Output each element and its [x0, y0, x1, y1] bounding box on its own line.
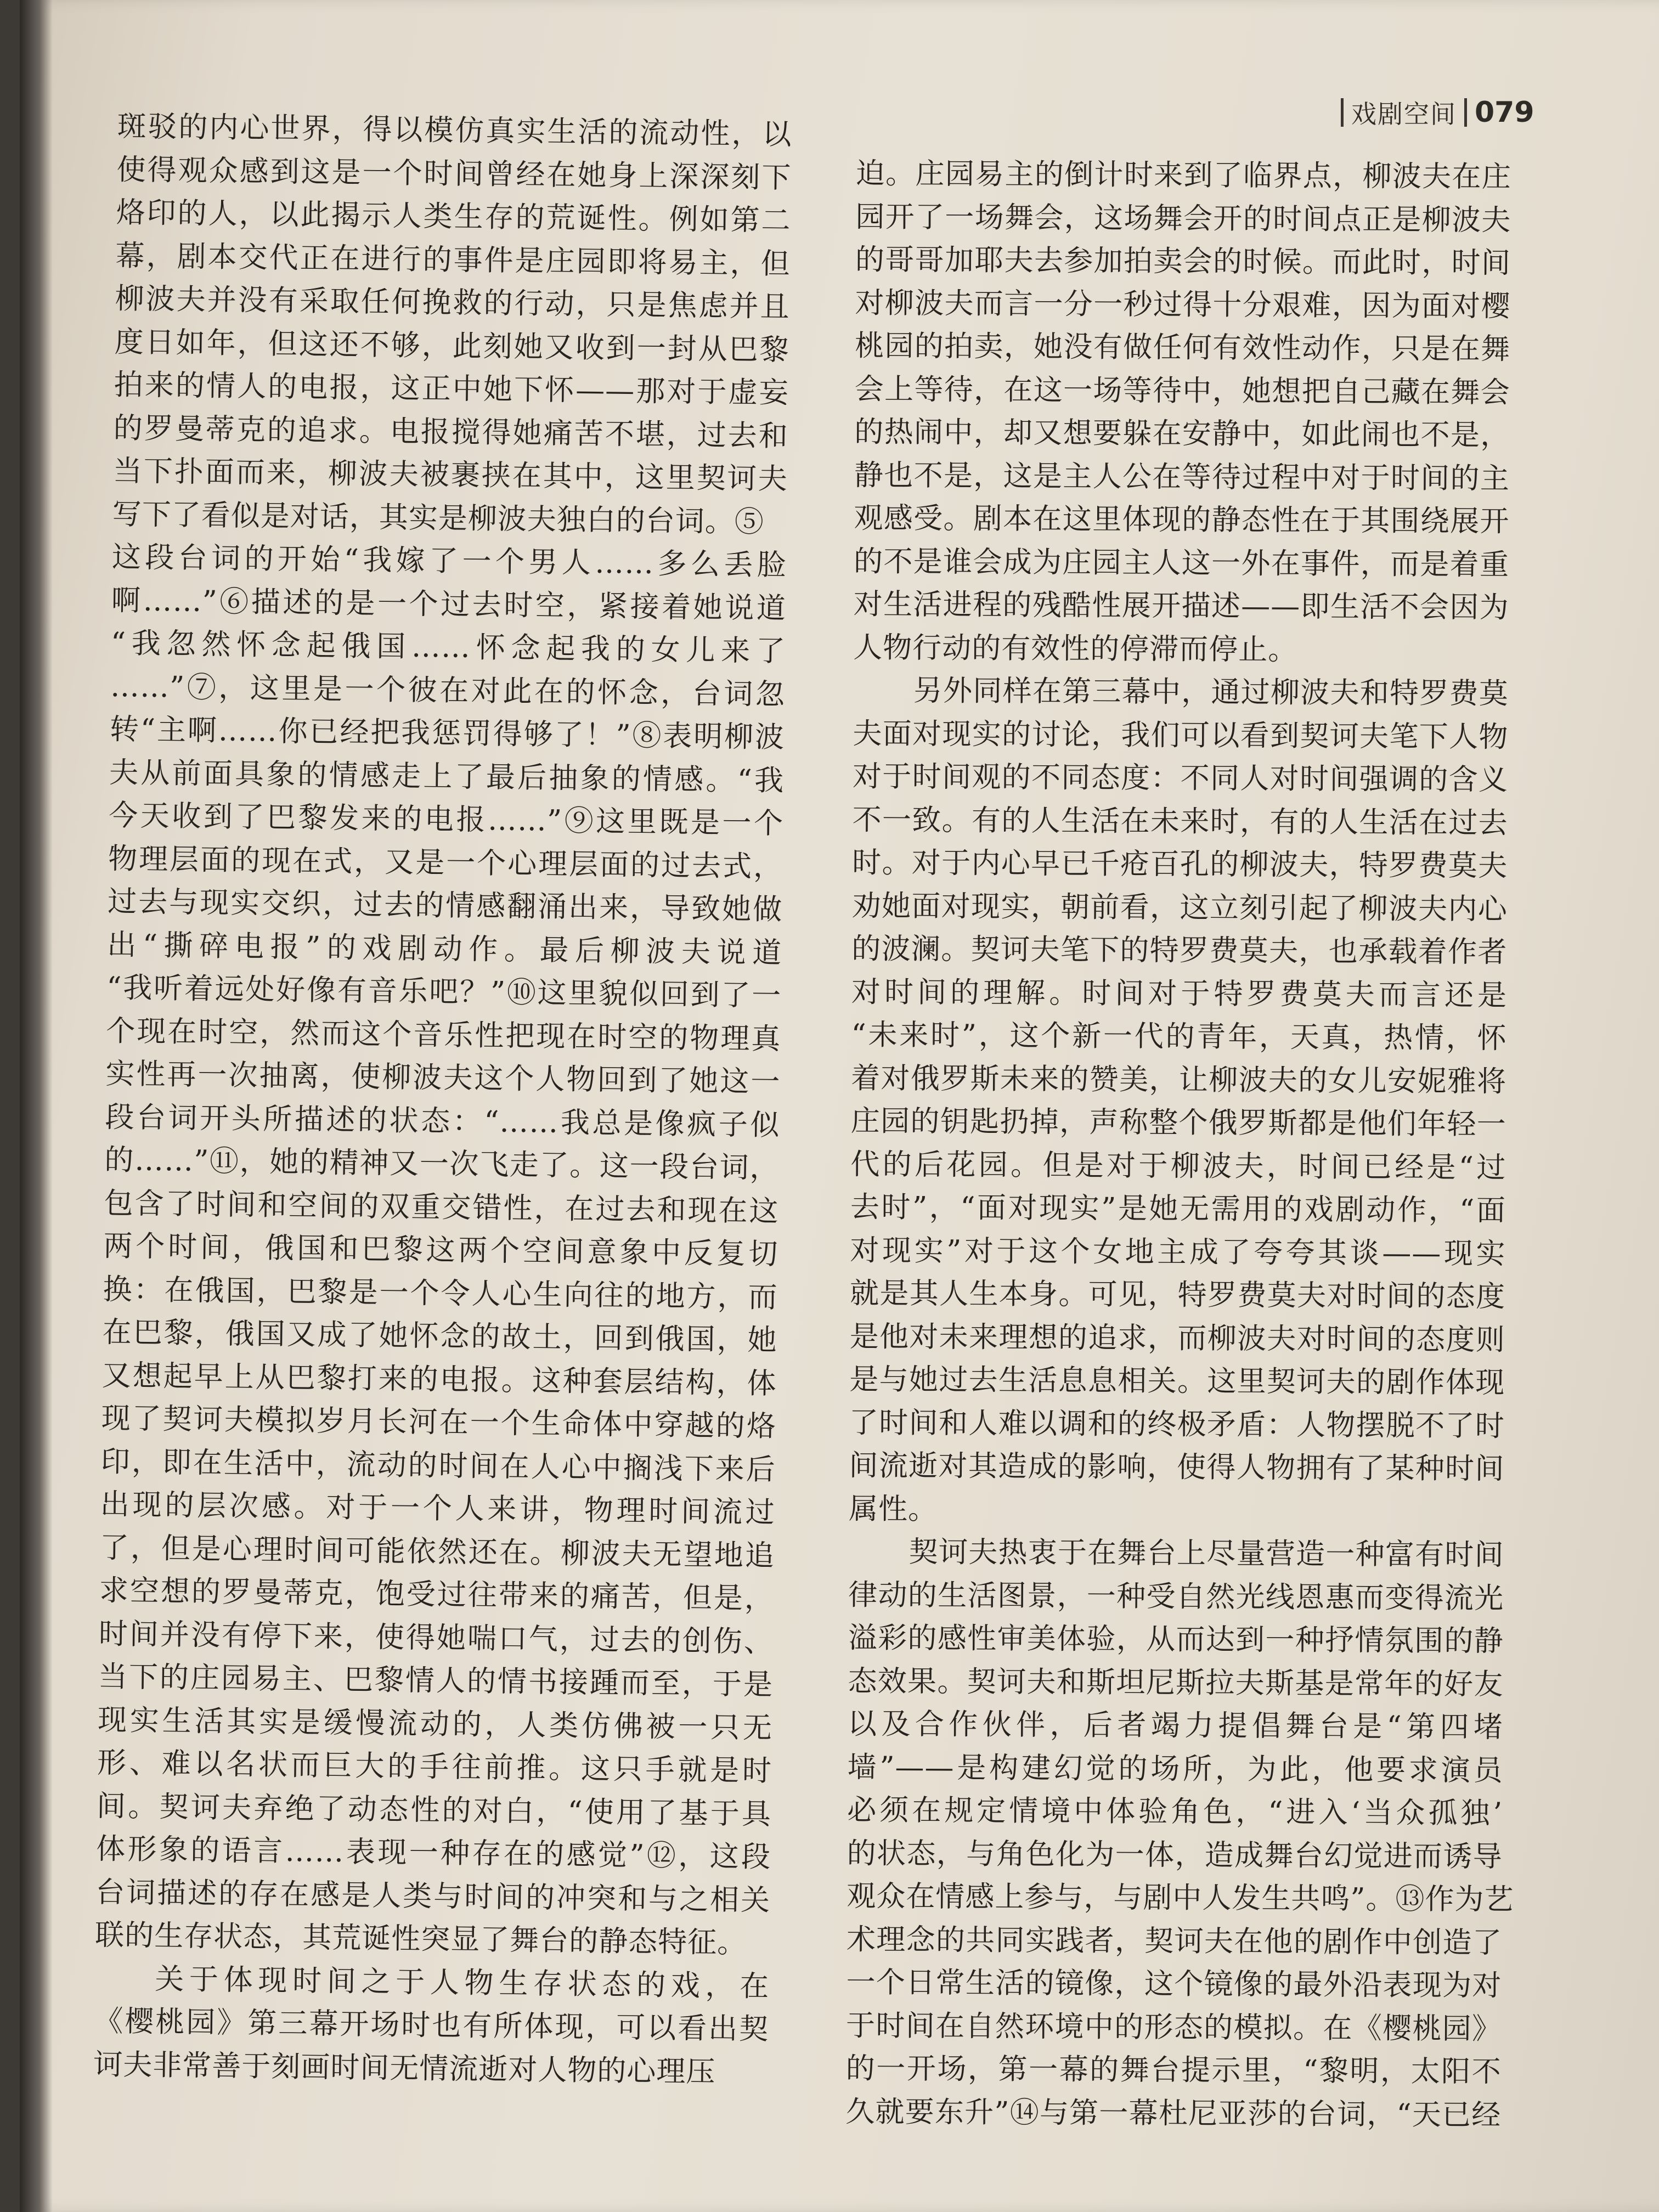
- text-line: 对柳波夫而言一分一秒过得十分艰难，因为面对樱: [855, 286, 1511, 323]
- text-line: 必须在规定情境中体验角色，“进入‘当众孤独’: [847, 1793, 1503, 1831]
- text-line: 现了契诃夫模拟岁月长河在一个生命体中穿越的烙: [101, 1401, 777, 1443]
- header-divider: [1464, 98, 1467, 127]
- text-line: 园开了一场舞会，这场舞会开的时间点正是柳波夫: [855, 200, 1511, 237]
- text-line: 契诃夫热衷于在舞台上尽量营造一种富有时间: [909, 1535, 1504, 1572]
- text-line: 于时间在自然环境中的形态的模拟。在《樱桃园》: [845, 2008, 1502, 2046]
- text-line: 了时间和人难以调和的终极矛盾：人物摆脱不了时: [849, 1406, 1505, 1443]
- text-line: 使得观众感到这是一个时间曾经在她身上深深刻下: [116, 153, 792, 195]
- text-line: 夫面对现实的讨论，我们可以看到契诃夫笔下人物: [853, 716, 1509, 754]
- text-line: 会上等待，在这一场等待中，她想把自己藏在舞会: [854, 372, 1510, 409]
- text-line: 久就要东升”⑭与第一幕杜尼亚莎的台词，“天已经: [845, 2095, 1502, 2132]
- text-line: 一个日常生活的镜像，这个镜像的最外沿表现为对: [846, 1965, 1502, 2003]
- text-line: 的热闹中，却又想要躲在安静中，如此闹也不是，: [854, 415, 1510, 453]
- running-header: [1333, 93, 1534, 132]
- text-line: ……”⑦，这里是一个彼在对此在的怀念，台词忽: [110, 669, 786, 712]
- text-line: 联的生存状态，其荒诞性突显了舞台的静态特征。: [94, 1918, 747, 1960]
- text-line: 的罗曼蒂克的追求。电报搅得她痛苦不堪，过去和: [113, 411, 789, 453]
- text-line: 又想起早上从巴黎打来的电报。这种套层结构，体: [101, 1358, 777, 1401]
- text-line: 的不是谁会成为庄园主人这一外在事件，而是着重: [853, 544, 1510, 582]
- text-line: 代的后花园。但是对于柳波夫，时间已经是“过: [850, 1147, 1506, 1184]
- text-line: 对生活进程的残酷性展开描述——即生活不会因为: [853, 587, 1509, 625]
- text-line: 诃夫非常善于刻画时间无情流逝对人物的心理压: [93, 2047, 716, 2089]
- text-line: 求空想的罗曼蒂克，饱受过往带来的痛苦，但是，: [99, 1573, 775, 1616]
- text-line: 的一开场，第一幕的舞台提示里，“黎明，太阳不: [845, 2051, 1502, 2089]
- text-line: 就是其人生本身。可见，特罗费莫夫对时间的态度: [849, 1276, 1506, 1314]
- text-line: 是与她过去生活息息相关。这里契诃夫的剧作体现: [849, 1362, 1505, 1400]
- text-line: 劝她面对现实，朝前看，这立刻引起了柳波夫内心: [851, 889, 1508, 926]
- text-line: 对于时间观的不同态度：不同人对时间强调的含义: [852, 759, 1509, 797]
- text-line: 时间并没有停下来，使得她喘口气，过去的创伤、: [98, 1617, 774, 1659]
- text-line: 律动的生活图景，一种受自然光线恩惠而变得流光: [848, 1578, 1504, 1615]
- text-line: 术理念的共同实践者，契诃夫在他的剧作中创造了: [846, 1922, 1503, 1960]
- header-divider: [1341, 98, 1344, 127]
- text-line: 静也不是，这是主人公在等待过程中对于时间的主: [854, 458, 1510, 495]
- text-line: 当下的庄园易主、巴黎情人的情书接踵而至，于是: [98, 1660, 774, 1702]
- text-line: 段台词开头所描述的状态：“……我总是像疯子似: [105, 1100, 780, 1142]
- text-line: 对现实”对于这个女地主成了夸夸其谈——现实: [850, 1233, 1506, 1271]
- page-number: 079: [1475, 96, 1534, 129]
- text-line: 柳波夫并没有采取任何挽救的行动，只是焦虑并且: [115, 281, 790, 324]
- text-line: 墙”——是构建幻觉的场所，为此，他要求演员: [847, 1750, 1503, 1787]
- text-line: 人物行动的有效性的停滞而停止。: [853, 630, 1298, 667]
- text-line: 度日如年，但这还不够，此刻她又收到一封从巴黎: [114, 325, 790, 367]
- text-line: 在巴黎，俄国又成了她怀念的故土，回到俄国，她: [102, 1315, 777, 1357]
- text-line: “我忽然怀念起俄国……怀念起我的女儿来了: [110, 626, 786, 668]
- text-line: 过去与现实交织，过去的情感翻涌出来，导致她做: [107, 884, 783, 927]
- text-line: 包含了时间和空间的双重交错性，在过去和现在这: [104, 1186, 779, 1228]
- text-line: 以及合作伙伴，后者竭力提倡舞台是“第四堵: [847, 1707, 1504, 1745]
- text-line: “我听着远处好像有音乐吧？”⑩这里貌似回到了一: [106, 970, 782, 1013]
- header-section-title: 戏剧空间: [1351, 99, 1457, 129]
- text-line: 啊……”⑥描述的是一个过去时空，紧接着她说道: [111, 583, 787, 625]
- text-line: 台词描述的存在感是人类与时间的冲突和与之相关: [95, 1875, 771, 1917]
- text-line: 这段台词的开始“我嫁了一个男人……多么丢脸: [111, 540, 787, 582]
- text-line: 间。契诃夫弃绝了动态性的对白，“使用了基于具: [96, 1789, 772, 1831]
- text-line: 夫从前面具象的情感走上了最后抽象的情感。“我: [109, 755, 785, 798]
- text-line: “未来时”，这个新一代的青年，天真，热情，怀: [851, 1018, 1507, 1056]
- text-line: 转“主啊……你已经把我惩罚得够了！”⑧表明柳波: [109, 712, 785, 754]
- text-line: 着对俄罗斯未来的赞美，让柳波夫的女儿安妮雅将: [851, 1061, 1507, 1098]
- text-line: 属性。: [848, 1492, 938, 1526]
- text-line: 印，即在生活中，流动的时间在人心中搁浅下来后: [100, 1444, 776, 1487]
- text-line: 态效果。契诃夫和斯坦尼斯拉夫斯基是常年的好友: [848, 1664, 1504, 1701]
- text-line: 的哥哥加耶夫去参加拍卖会的时候。而此时，时间: [855, 242, 1511, 280]
- text-line: 实性再一次抽离，使柳波夫这个人物回到了她这一: [105, 1057, 781, 1099]
- text-line: 去时”，“面对现实”是她无需用的戏剧动作，“面: [850, 1190, 1506, 1228]
- text-line: 体形象的语言……表现一种存在的感觉”⑫，这段: [95, 1832, 771, 1874]
- right-text-column: [845, 153, 1514, 2137]
- text-line: 间流逝对其造成的影响，使得人物拥有了某种时间: [849, 1448, 1505, 1486]
- text-line: 拍来的情人的电报，这正中她下怀——那对于虚妄: [114, 368, 789, 410]
- left-text-column: [93, 105, 792, 2095]
- text-line: 关于体现时间之于人物生存状态的戏，在: [154, 1962, 770, 2004]
- text-line: 现实生活其实是缓慢流动的，人类仿佛被一只无: [97, 1703, 773, 1745]
- text-line: 两个时间，俄国和巴黎这两个空间意象中反复切: [103, 1229, 778, 1271]
- text-line: 烙印的人，以此揭示人类生存的荒诞性。例如第二: [116, 195, 791, 238]
- text-line: 换：在俄国，巴黎是一个令人心生向往的地方，而: [103, 1272, 778, 1314]
- text-line: 写下了看似是对话，其实是柳波夫独白的台词。⑤: [112, 497, 765, 539]
- text-line: 迫。庄园易主的倒计时来到了临界点，柳波夫在庄: [855, 156, 1511, 194]
- text-line: 个现在时空，然而这个音乐性把现在时空的物理真: [106, 1014, 781, 1056]
- text-line: 斑驳的内心世界，得以模仿真实生活的流动性，以: [117, 109, 792, 152]
- text-line: 的波澜。契诃夫笔下的特罗费莫夫，也承载着作者: [851, 932, 1508, 969]
- text-line: 《樱桃园》第三幕开场时也有所体现，可以看出契: [93, 2004, 769, 2046]
- text-line: 不一致。有的人生活在未来时，有的人生活在过去: [852, 803, 1508, 840]
- text-line: 是他对未来理想的追求，而柳波夫对时间的态度则: [849, 1319, 1505, 1357]
- text-line: 今天收到了巴黎发来的电报……”⑨这里既是一个: [108, 798, 784, 840]
- text-line: 的状态，与角色化为一体，造成舞台幻觉进而诱导: [847, 1836, 1503, 1874]
- text-line: 幕，剧本交代正在进行的事件是庄园即将易主，但: [115, 239, 791, 281]
- text-line: 出现的层次感。对于一个人来讲，物理时间流过: [100, 1487, 776, 1530]
- text-line: 桃园的拍卖，她没有做任何有效性动作，只是在舞: [854, 329, 1511, 366]
- text-line: 出“撕碎电报”的戏剧动作。最后柳波夫说道: [106, 928, 782, 970]
- text-line: 时。对于内心早已千疮百孔的柳波夫，特罗费莫夫: [852, 845, 1508, 883]
- text-line: 溢彩的感性审美体验，从而达到一种抒情氛围的静: [848, 1621, 1504, 1658]
- page-gutter-shadow: [20, 0, 53, 2212]
- text-line: 观众在情感上参与，与剧中人发生共鸣”。⑬作为艺: [847, 1879, 1514, 1917]
- text-line: 观感受。剧本在这里体现的静态性在于其围绕展开: [854, 501, 1510, 539]
- text-line: 物理层面的现在式，又是一个心理层面的过去式，: [108, 842, 783, 884]
- text-line: 形、难以名状而巨大的手往前推。这只手就是时: [97, 1746, 772, 1788]
- text-line: 对时间的理解。时间对于特罗费莫夫而言还是: [851, 975, 1508, 1012]
- text-line: 了，但是心理时间可能依然还在。柳波夫无望地追: [99, 1531, 775, 1573]
- text-line: 另外同样在第三幕中，通过柳波夫和特罗费莫: [913, 674, 1509, 711]
- text-line: 的……”⑪，她的精神又一次飞走了。这一段台词，: [104, 1143, 780, 1185]
- text-line: 当下扑面而来，柳波夫被裹挟在其中，这里契诃夫: [112, 454, 788, 496]
- text-line: 庄园的钥匙扔掉，声称整个俄罗斯都是他们年轻一: [850, 1104, 1506, 1142]
